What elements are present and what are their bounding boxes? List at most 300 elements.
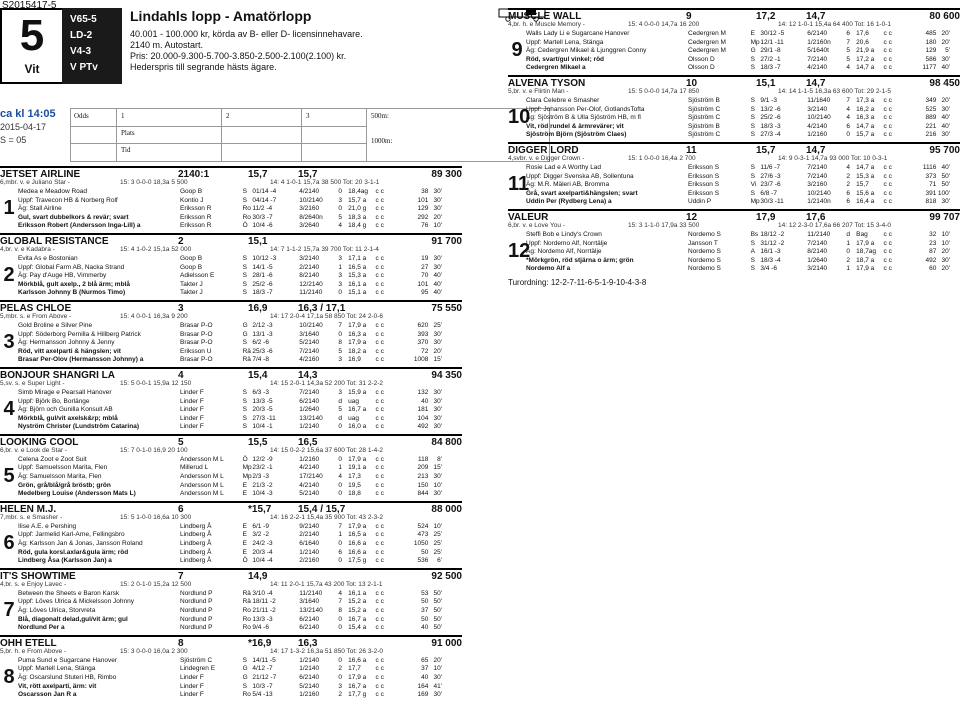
past-prize: 10': [941, 239, 951, 247]
horse-line: [18, 205, 462, 214]
past-post: 7: [338, 321, 342, 329]
past-driver: Jansson T: [688, 239, 718, 247]
horse-pedigree: 4,br. v. e Kadabra -: [0, 245, 55, 253]
past-shoes: c c: [883, 114, 892, 122]
past-prize: 40': [941, 122, 951, 130]
past-prize: 30': [433, 330, 443, 338]
past-shoes: c c: [375, 339, 384, 347]
horse-line: [526, 173, 960, 182]
horse-line-text: Simb Mirage e Pearsall Hanover: [18, 388, 112, 396]
past-time: 17,3: [348, 473, 361, 481]
past-track: Ro: [242, 213, 251, 221]
past-track: G: [242, 321, 248, 329]
horse-name: BONJOUR SHANGRI LA: [0, 369, 116, 381]
horse-line-text: Puma Sund e Sugarcane Hanover: [18, 656, 118, 664]
past-prize: 30': [433, 388, 443, 396]
horse-line-text: Clara Celebre e Smasher: [526, 96, 600, 104]
past-date: 24/2 -3: [252, 540, 273, 548]
horse-line: [526, 164, 960, 173]
past-date: 14/11 -5: [252, 656, 276, 664]
past-driver: Goop B: [180, 254, 203, 262]
past-post: 0: [338, 423, 342, 431]
past-driver: Goop B: [180, 188, 203, 195]
table-divider: [71, 126, 366, 127]
horse-stats-2015: 15: 5 0-0-1 15,9a 12 150: [120, 379, 192, 387]
past-track: Rä: [242, 598, 251, 606]
past-date: 2/12 -3: [252, 321, 273, 329]
place-col-1: 1: [121, 112, 125, 120]
past-odds: 373: [925, 172, 937, 180]
past-shoes: c c: [883, 189, 892, 197]
past-place-distance: 17/2140: [299, 473, 323, 481]
past-place-distance: 3/2640: [299, 222, 320, 230]
horse-pedigree: 6,br. v. e Look de Star -: [0, 446, 68, 454]
horse-line-text: Grön, grå/blå/grå bröstb; grön: [18, 481, 111, 489]
past-start: [180, 322, 442, 331]
past-track: Rä: [242, 347, 251, 355]
horse-line-text: Gul, svart dubbelkors & revär; svart: [18, 213, 129, 221]
horse-start-number: 5: [3, 464, 15, 487]
start-order-text: Turordning: 12-2-7-11-6-5-1-9-10-4-3-8: [508, 277, 647, 287]
past-driver: Nordlund P: [180, 589, 213, 597]
past-prize: 50': [433, 624, 443, 632]
past-time: 16,6 a: [348, 540, 367, 548]
past-date: 25/2 -6: [760, 114, 781, 122]
past-driver: Millerud L: [180, 464, 209, 472]
horse-line-text: Äg: Samuelsson Marita, Flen: [18, 473, 102, 481]
past-prize: 20': [433, 656, 443, 664]
past-time: 16,2 a: [856, 105, 875, 113]
past-odds: 393: [417, 330, 429, 338]
horse-stats-row: [0, 581, 462, 590]
past-driver: Nordlund P: [180, 607, 213, 614]
past-prize: 30': [433, 188, 443, 195]
horse-line: [526, 240, 960, 249]
past-prize: 30': [941, 256, 951, 264]
horse-stats-2015: 15: 4 1-0-2 15,1a 52 000: [120, 245, 192, 253]
past-place-distance: 8/2140: [807, 248, 828, 256]
past-start: [180, 598, 442, 607]
past-driver: Brasar P-O: [180, 356, 213, 364]
horse-header: [508, 8, 960, 21]
horse-line: [18, 590, 462, 599]
past-driver: Linder F: [180, 406, 204, 414]
past-driver: Nordlund P: [180, 598, 213, 606]
plats-label: Plats: [121, 129, 135, 137]
past-odds: 844: [417, 490, 429, 498]
past-shoes: c c: [375, 557, 384, 565]
past-place-distance: 13/2140: [299, 414, 323, 422]
past-track: S: [242, 289, 247, 297]
game-codes-box: [62, 8, 122, 84]
table-divider: [366, 109, 367, 161]
past-track: Ro: [242, 615, 251, 623]
past-start: [180, 683, 442, 692]
table-divider: [116, 109, 117, 161]
horse-line-text: Äg: Hermansson Johnny & Jenny: [18, 339, 115, 347]
past-prize: 40': [941, 163, 951, 171]
past-driver: Cedergren M: [688, 38, 726, 46]
horse-line-text: Celena Zoot e Zoot Suit: [18, 455, 87, 463]
past-odds: 349: [925, 96, 937, 104]
past-start: [180, 356, 442, 365]
horse-line-text: Äg: Sjöström B & Ulla Sjöström HB, m fl: [526, 114, 641, 122]
past-time: 16,9: [348, 356, 361, 364]
past-place-distance: 7/2140: [807, 55, 828, 63]
past-driver: Cedergren M: [688, 30, 726, 37]
past-driver: Linder F: [180, 423, 204, 431]
past-time: 16,1 a: [348, 589, 367, 597]
past-track: E: [242, 531, 247, 539]
past-shoes: c c: [375, 490, 384, 498]
past-date: 27/3 -4: [760, 131, 781, 139]
horse-body: [0, 255, 462, 298]
horse-record-auto: 16,3: [298, 637, 318, 649]
past-driver: Kontio J: [180, 196, 204, 204]
past-time: 20,6: [856, 38, 869, 46]
horse-line-text: Rosie Lad e A Worthy Lad: [526, 163, 602, 171]
horse-stats-row: [0, 179, 462, 188]
past-start: [180, 331, 442, 340]
horse-stats-row: [0, 380, 462, 389]
horse-line-text: Brasar Per-Olov (Hermansson Johnny) a: [18, 356, 144, 364]
start-time: ca kl 14:05: [0, 108, 56, 120]
past-time: uag: [348, 397, 360, 405]
past-date: 12/1 -11: [760, 38, 784, 46]
past-shoes: c c: [375, 455, 384, 463]
past-driver: Eriksson R: [180, 213, 212, 221]
past-shoes: c c: [375, 598, 384, 606]
past-driver: Eriksson R: [180, 222, 212, 230]
horse-stats-2015: 15: 5 1-0-0 16,6a 10 300: [120, 513, 192, 521]
past-date: 25/3 -6: [252, 347, 273, 355]
horse-pedigree: 5,br. h. e From Above -: [0, 647, 67, 655]
horse-stats-2014: 14: 4 1-0-1 15,7a 38 500 Tot: 20 3-1-1: [270, 179, 380, 186]
past-time: 17,9 a: [856, 265, 875, 273]
past-place-distance: 13/2140: [299, 607, 323, 614]
past-odds: 101: [417, 196, 429, 204]
past-date: 5/4 -13: [252, 691, 273, 699]
past-prize: 30': [433, 673, 443, 681]
past-prize: 30': [433, 254, 443, 262]
past-driver: Linder F: [180, 388, 204, 396]
horse-stats-2014: 14: 12 1-0-1 15,4a 64 400 Tot: 16 1-0-1: [778, 21, 891, 28]
past-driver: Goop B: [180, 263, 203, 271]
past-place-distance: 3/2140: [807, 265, 828, 273]
past-prize: 30': [941, 198, 951, 206]
past-odds: 37: [421, 607, 429, 614]
horse-line: [18, 674, 462, 683]
past-odds: 1050: [413, 540, 429, 548]
past-place-distance: 2/2140: [299, 263, 320, 271]
past-post: 1: [338, 263, 342, 271]
past-date: 9/1 -3: [760, 96, 777, 104]
past-post: 0: [338, 656, 342, 664]
horse-stats-2014: 14: 11 2-0-1 15,7a 43 200 Tot: 13 2-1-1: [270, 580, 383, 588]
past-track: E: [242, 490, 247, 498]
past-date: 10/12 -3: [252, 254, 277, 262]
start-time-box: [0, 108, 56, 147]
horse-line-text: Uddin Per (Rydberg Lena) a: [526, 198, 612, 206]
horse-line-text: Äg: Nordemo Alf, Norrtälje: [526, 248, 602, 256]
past-start: [688, 240, 950, 249]
past-track: S: [750, 265, 755, 273]
horse-stats-2014: 14: 7 1-1-2 15,7a 39 700 Tot: 11 2-1-4: [270, 245, 379, 253]
past-track: G: [242, 673, 248, 681]
horse-line-text: Nordemo Alf a: [526, 265, 571, 273]
horse-line-text: Mörkblå, gul/vit axelsk&rp; mblå: [18, 414, 118, 422]
past-post: d: [338, 397, 342, 405]
horse-line-text: Uppf: Johansson Per-Olof, GotlandsTofta: [526, 105, 645, 113]
past-start: [180, 616, 442, 625]
horse-line-text: Medea e Meadow Road: [18, 188, 88, 195]
horse-record: *15,7: [248, 503, 272, 515]
past-prize: 5': [945, 47, 951, 55]
past-time: 15,7 a: [348, 196, 367, 204]
horse-start-number: 7: [3, 598, 15, 621]
past-odds: 818: [925, 198, 937, 206]
past-shoes: c c: [883, 105, 892, 113]
past-date: 31/12 -2: [760, 239, 785, 247]
past-shoes: c c: [375, 272, 384, 280]
past-track: S: [242, 682, 247, 690]
horse-line-text: Röd, svart/gul vinkel; röd: [526, 55, 605, 63]
past-place-distance: 1/2140: [299, 548, 320, 556]
past-place-distance: 5/2140: [299, 339, 320, 347]
past-start: [688, 198, 950, 207]
past-prize: 6': [437, 557, 443, 565]
past-post: 5: [338, 406, 342, 414]
past-date: 3/10 -4: [252, 589, 273, 597]
past-post: 4: [338, 222, 342, 230]
past-track: G: [750, 47, 756, 55]
past-post: 6: [846, 30, 850, 37]
past-date: 9/4 -6: [252, 624, 269, 632]
game-code: V PTv: [70, 62, 98, 73]
past-prize: 40': [433, 272, 443, 280]
past-time: 15,3 a: [856, 172, 875, 180]
past-date: 10/4 -1: [252, 423, 273, 431]
past-place-distance: 1/2140: [299, 665, 320, 673]
past-prize: 50': [433, 607, 443, 614]
horse-body: [0, 456, 462, 499]
past-shoes: c c: [375, 196, 384, 204]
past-track: S: [750, 64, 755, 72]
horse-post-number: 12: [686, 211, 698, 223]
horse-body: [0, 389, 462, 432]
horse-start-number: 3: [3, 330, 15, 353]
past-date: 29/1 -8: [760, 47, 781, 55]
past-odds: 536: [417, 557, 429, 565]
past-time: 15,2 a: [348, 607, 367, 614]
race-info-line: Hederspris till segrande hästs ägare.: [130, 61, 277, 72]
horse-line-text: Nyström Christer (Lundström Catarina): [18, 423, 139, 431]
horse-entry: [0, 233, 462, 298]
past-start: [180, 255, 442, 264]
horse-pedigree: 6,br. v. e Love You -: [508, 221, 565, 229]
past-place-distance: 1/2160n: [807, 38, 831, 46]
past-prize: 20': [941, 30, 951, 37]
horse-post-number: 2: [178, 235, 184, 247]
horse-record: 16,9: [248, 302, 268, 314]
horse-pedigree: 7,mbr. s. e Smasher -: [0, 513, 63, 521]
past-place-distance: 7/2140: [807, 163, 828, 171]
past-odds: 1008: [413, 356, 429, 364]
horse-info: [18, 255, 462, 298]
past-odds: 65: [421, 656, 429, 664]
horse-line-text: Mörkblå, gult axelp., 2 blå ärm; mblå: [18, 280, 130, 288]
horse-header: [0, 635, 462, 648]
horse-info: [526, 164, 960, 207]
past-post: 2: [846, 181, 850, 189]
horse-header: [0, 568, 462, 581]
past-odds: 101: [417, 280, 429, 288]
past-driver: Eriksson S: [688, 172, 720, 180]
past-shoes: c c: [883, 64, 892, 72]
past-time: 18,7 a: [856, 256, 875, 264]
past-driver: Takter J: [180, 289, 203, 297]
horse-line: [526, 265, 960, 274]
past-odds: 586: [925, 55, 937, 63]
past-track: S: [750, 114, 755, 122]
horse-record-auto: 14,7: [806, 77, 826, 89]
past-time: 14,7 a: [856, 163, 875, 171]
past-odds: 181: [417, 406, 429, 414]
horse-post-number: 5: [178, 436, 184, 448]
past-time: uag: [348, 414, 360, 422]
past-time: 16,5 a: [348, 531, 367, 539]
horse-stats-2015: 15: 5 0-0-0 14,7a 17 850: [628, 87, 700, 95]
horse-earnings: 84 800: [431, 436, 462, 448]
past-date: 10/3 -7: [252, 682, 273, 690]
past-place-distance: 10/2140: [807, 114, 831, 122]
past-driver: Eriksson S: [688, 163, 720, 171]
horse-post-number: 3: [178, 302, 184, 314]
horse-info: [18, 657, 462, 700]
past-start: [180, 214, 442, 223]
past-odds: 370: [417, 339, 429, 347]
horse-pedigree: 4,svbr. v. e Digger Crown -: [508, 154, 585, 162]
past-place-distance: 3/2140: [807, 105, 828, 113]
past-prize: 30': [941, 131, 951, 139]
past-place-distance: 10/2140: [299, 321, 323, 329]
past-odds: 1116: [922, 163, 937, 171]
past-post: 4: [846, 114, 850, 122]
past-time: 16,3 a: [348, 330, 367, 338]
horse-line: [18, 473, 462, 482]
horse-info: [18, 322, 462, 365]
past-date: 18/3 -7: [760, 64, 781, 72]
past-place-distance: 8/2140: [299, 272, 320, 280]
horse-entry: [508, 209, 960, 274]
horse-line: [18, 464, 462, 473]
past-shoes: c c: [883, 265, 892, 273]
past-track: E: [750, 30, 755, 37]
past-track: G: [242, 665, 248, 673]
past-start: [180, 482, 442, 491]
past-place-distance: 4/2140: [299, 481, 320, 489]
past-shoes: c c: [375, 188, 384, 195]
past-post: 0: [338, 481, 342, 489]
horse-line: [526, 198, 960, 207]
horse-line: [18, 683, 462, 692]
past-prize: 25': [433, 321, 443, 329]
past-shoes: c c: [375, 222, 384, 230]
past-track: S: [750, 256, 755, 264]
past-track: S: [750, 55, 755, 63]
past-shoes: c c: [375, 481, 384, 489]
past-post: 5: [846, 47, 850, 55]
horse-line-text: Uppf: Björk Bo, Borlänge: [18, 397, 90, 405]
past-place-distance: 11/2140: [807, 230, 831, 238]
past-start: [180, 272, 442, 281]
horse-line: [18, 197, 462, 206]
past-shoes: c c: [375, 388, 384, 396]
past-track: Ro: [242, 624, 251, 632]
past-post: d: [338, 414, 342, 422]
past-time: 15,7 a: [856, 131, 875, 139]
past-prize: 30': [941, 105, 951, 113]
horse-earnings: 92 500: [431, 570, 462, 582]
past-odds: 40: [421, 397, 429, 405]
past-date: 25/2 -6: [252, 280, 273, 288]
horse-stats-row: [0, 447, 462, 456]
past-place-distance: 5/2140: [299, 490, 320, 498]
horse-line: [18, 289, 462, 298]
past-time: 17,9 a: [348, 455, 367, 463]
past-track: S: [242, 423, 247, 431]
past-date: 7/4 -8: [252, 356, 269, 364]
past-date: 10/4 -4: [252, 557, 273, 565]
past-time: 14,7 a: [856, 64, 875, 72]
past-odds: 53: [421, 589, 429, 597]
past-odds: 620: [417, 321, 429, 329]
past-prize: 30': [433, 414, 443, 422]
past-shoes: c c: [375, 330, 384, 338]
past-shoes: c c: [883, 256, 892, 264]
horse-name: OHH ETELL: [0, 637, 57, 649]
past-driver: Andersson M L: [180, 481, 224, 489]
past-odds: 50: [421, 548, 429, 556]
past-date: 20/3 -4: [252, 548, 273, 556]
past-time: 18,7ag: [856, 248, 877, 256]
past-prize: 10': [433, 222, 443, 230]
horse-header: [0, 233, 462, 246]
past-shoes: c c: [883, 38, 892, 46]
horse-line: [18, 255, 462, 264]
past-time: 16,7 a: [348, 406, 367, 414]
past-post: 0: [338, 624, 342, 632]
past-shoes: c c: [375, 254, 384, 262]
horse-line: [18, 557, 462, 566]
past-shoes: c c: [375, 656, 384, 664]
past-prize: 30': [433, 397, 443, 405]
horse-info: [526, 97, 960, 140]
past-odds: 169: [417, 691, 429, 699]
past-odds: 209: [417, 464, 429, 472]
past-place-distance: 3/1640: [299, 330, 320, 338]
horse-line-text: Grå, svart axelparti&hängslen; svart: [526, 189, 638, 197]
past-driver: Sjöström C: [688, 105, 721, 113]
past-place-distance: 4/2140: [299, 188, 320, 195]
horse-start-number: 2: [3, 263, 15, 286]
past-shoes: c c: [883, 96, 892, 104]
past-start: [688, 106, 950, 115]
horse-record: 15,4: [248, 369, 268, 381]
race-title: Lindahls lopp - Amatörlopp: [130, 8, 312, 24]
horse-line-text: Evita As e Bostonian: [18, 254, 78, 262]
race-info-line: 2140 m. Autostart.: [130, 39, 204, 50]
